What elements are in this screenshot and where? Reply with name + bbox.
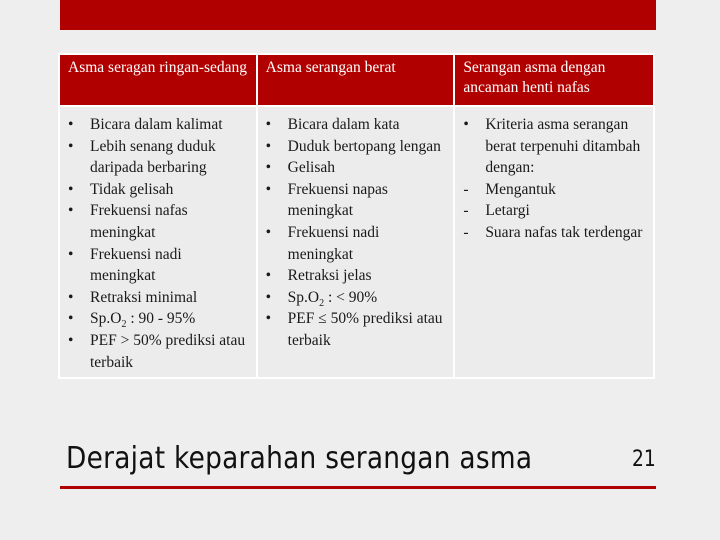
item-text: PEF > 50% prediksi atau terbaik	[90, 331, 246, 371]
item-text: Frekuensi nadi meningkat	[90, 245, 182, 285]
top-accent-bar	[60, 0, 656, 30]
list-item	[66, 308, 250, 330]
bullet-icon: •	[68, 137, 74, 155]
bullet-icon: •	[265, 288, 272, 306]
slide-title: Derajat keparahan serangan asma	[66, 441, 533, 476]
list-item	[461, 222, 647, 244]
list-item	[264, 157, 448, 179]
item-text: Frekuensi napas meningkat	[287, 180, 388, 220]
list-item	[264, 287, 448, 309]
item-text: Retraksi minimal	[90, 288, 198, 306]
table-body-row	[59, 106, 654, 378]
item-text: Duduk bertopang lengan	[287, 137, 441, 155]
severity-table	[58, 53, 655, 379]
list-item	[264, 265, 448, 287]
bullet-icon: •	[265, 180, 272, 198]
criteria-list	[264, 114, 448, 352]
bullet-icon: •	[68, 288, 74, 306]
list-item	[66, 287, 250, 309]
list-item	[264, 308, 448, 351]
item-text: Mengantuk	[485, 180, 556, 198]
list-item	[461, 179, 647, 201]
list-item	[66, 114, 250, 136]
list-item	[66, 179, 250, 201]
list-item	[66, 244, 250, 287]
bullet-icon: •	[68, 310, 74, 328]
list-item	[66, 330, 250, 373]
item-text: Frekuensi nafas meningkat	[90, 202, 188, 241]
bullet-icon: •	[265, 159, 272, 177]
item-text: Bicara dalam kalimat	[90, 116, 223, 133]
bullet-icon: •	[68, 202, 74, 220]
item-text: Letargi	[485, 202, 530, 220]
item-text-tail: : < 90%	[324, 288, 378, 306]
item-text: Tidak gelisah	[90, 180, 174, 198]
item-text-tail: : 90 - 95%	[126, 310, 196, 328]
list-item	[66, 136, 250, 179]
item-text: Frekuensi nadi meningkat	[287, 223, 380, 263]
item-text: Gelisah	[287, 159, 336, 177]
criteria-list	[461, 114, 647, 244]
criteria-cell-severe	[257, 106, 455, 378]
title-underline	[60, 486, 656, 489]
item-text: PEF ≤ 50% prediksi atau terbaik	[287, 310, 443, 349]
dash-marker: -	[463, 202, 469, 220]
item-text: Bicara dalam kata	[287, 116, 400, 133]
item-text: Suara nafas tak terdengar	[485, 223, 643, 241]
list-item	[264, 179, 448, 222]
bullet-icon: •	[265, 116, 272, 133]
bullet-icon: •	[265, 223, 272, 241]
dash-marker: -	[463, 180, 469, 198]
item-text: Kriteria asma serangan berat terpenuhi ditambah dengan:	[485, 116, 641, 177]
item-subscript: 2	[319, 297, 325, 309]
item-text: Sp.O	[287, 288, 320, 306]
list-item	[461, 200, 647, 222]
dash-marker: -	[463, 223, 469, 241]
item-text: Retraksi jelas	[287, 267, 372, 285]
bullet-icon: •	[265, 310, 272, 328]
criteria-cell-mild-moderate	[59, 106, 257, 378]
list-item	[264, 222, 448, 265]
bullet-icon: •	[265, 267, 272, 285]
table-header-row	[59, 54, 654, 106]
criteria-cell-life-threatening	[454, 106, 654, 378]
item-text: Lebih senang duduk daripada berbaring	[90, 137, 216, 177]
column-header-severe: Asma serangan berat	[257, 54, 455, 106]
page-number: 21	[632, 447, 656, 472]
bullet-icon: •	[265, 137, 272, 155]
item-subscript: 2	[121, 319, 127, 331]
bullet-icon: •	[463, 116, 469, 133]
list-item	[264, 114, 448, 136]
list-item	[264, 136, 448, 158]
column-header-mild-moderate: Asma seragan ringan-sedang	[59, 54, 257, 106]
list-item	[461, 114, 647, 179]
column-header-life-threatening: Serangan asma dengan ancaman henti nafas	[454, 54, 654, 106]
list-item	[66, 200, 250, 243]
bullet-icon: •	[68, 180, 74, 198]
item-text: Sp.O	[90, 310, 122, 328]
bullet-icon: •	[68, 245, 74, 263]
bullet-icon: •	[68, 116, 74, 133]
bullet-icon: •	[68, 331, 74, 349]
criteria-list	[66, 114, 250, 373]
